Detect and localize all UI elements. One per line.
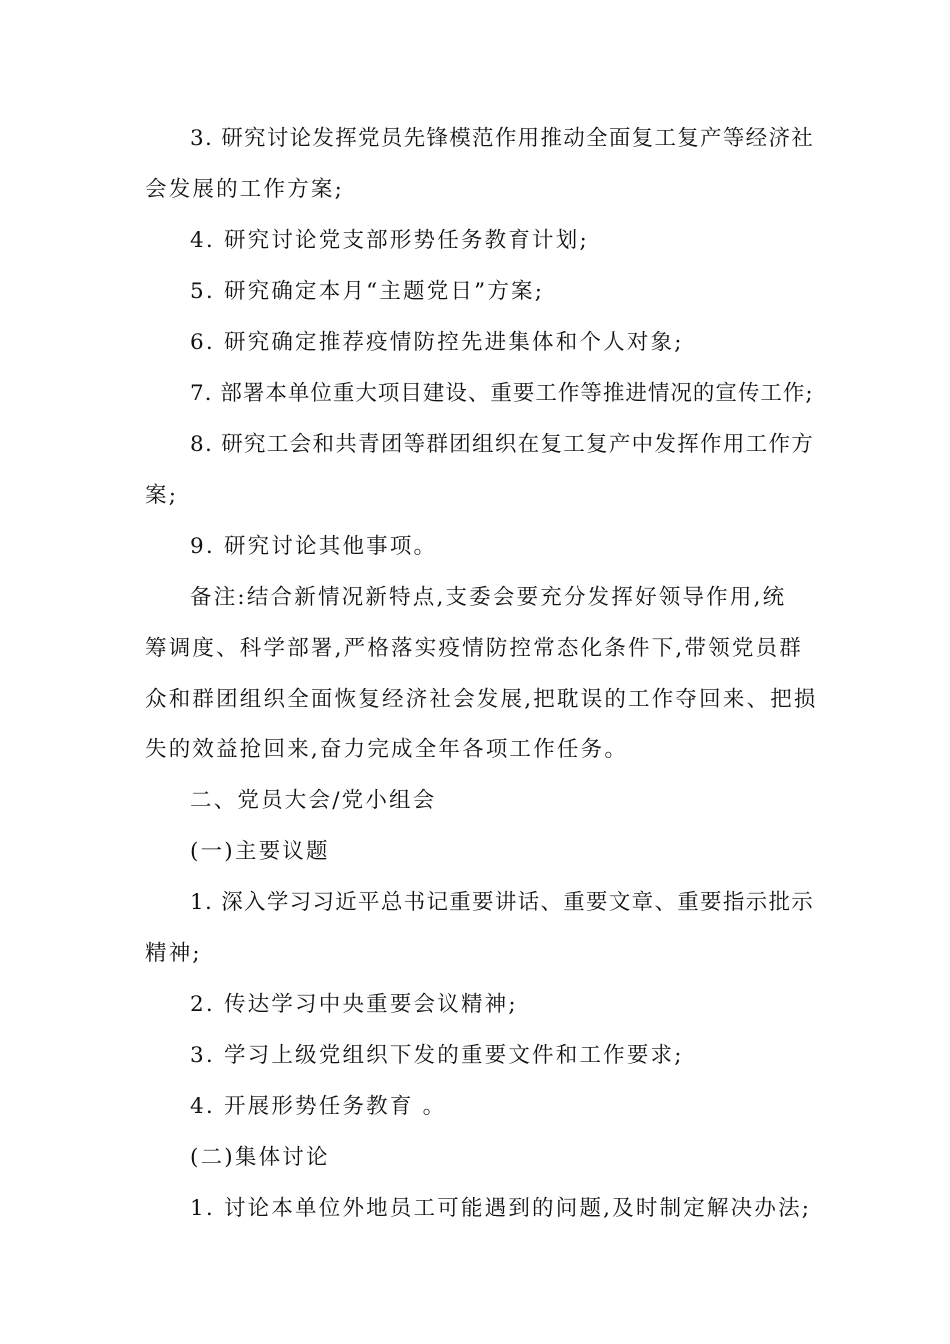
paragraph-line: 案; [145, 483, 179, 508]
paragraph-line: 6. 研究确定推荐疫情防控先进集体和个人对象; [190, 330, 684, 355]
paragraph-line: 4. 开展形势任务教育 。 [190, 1094, 447, 1119]
paragraph-line: 众和群团组织全面恢复经济社会发展,把耽误的工作夺回来、把损 [145, 687, 818, 712]
paragraph-line: 3. 学习上级党组织下发的重要文件和工作要求; [190, 1043, 684, 1068]
paragraph-line: 会发展的工作方案; [145, 177, 345, 202]
paragraph-line: 筹调度、科学部署,严格落实疫情防控常态化条件下,带领党员群 [145, 636, 803, 661]
paragraph-line: 2. 传达学习中央重要会议精神; [190, 992, 518, 1017]
paragraph-line: 精神; [145, 941, 202, 966]
paragraph-line: 8. 研究工会和共青团等群团组织在复工复产中发挥作用工作方 [190, 432, 815, 457]
subsection-heading: (二)集体讨论 [190, 1145, 330, 1170]
paragraph-line: 4. 研究讨论党支部形势任务教育计划; [190, 228, 589, 253]
paragraph-line: 失的效益抢回来,奋力完成全年各项工作任务。 [145, 737, 629, 762]
paragraph-line: 备注:结合新情况新特点,支委会要充分发挥好领导作用,统 [190, 585, 787, 610]
paragraph-line: 1. 深入学习习近平总书记重要讲话、重要文章、重要指示批示 [190, 890, 815, 915]
subsection-heading: (一)主要议题 [190, 839, 330, 864]
paragraph-line: 7. 部署本单位重大项目建设、重要工作等推进情况的宣传工作; [190, 381, 814, 406]
section-heading: 二、党员大会/党小组会 [190, 788, 437, 813]
paragraph-line: 5. 研究确定本月“主题党日”方案; [190, 279, 545, 304]
paragraph-line: 9. 研究讨论其他事项。 [190, 534, 438, 559]
paragraph-line: 1. 讨论本单位外地员工可能遇到的问题,及时制定解决办法; [190, 1196, 812, 1221]
paragraph-line: 3. 研究讨论发挥党员先锋模范作用推动全面复工复产等经济社 [190, 126, 815, 151]
